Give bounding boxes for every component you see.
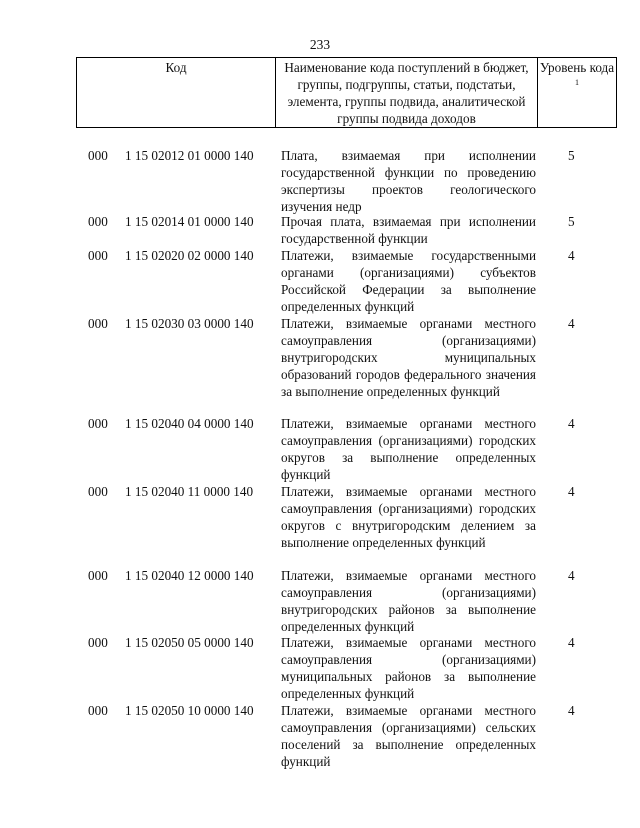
row-name: Платежи, взимаемые органами местного самоуправления (организациями) городских округов за выполнение определенных функций (281, 416, 536, 482)
header-code: Код (165, 60, 187, 75)
row-code: 1 15 02030 03 0000 140 (125, 316, 254, 331)
row-name: Платежи, взимаемые органами местного самоуправления (организациями) муниципальных районов за выполнение определенных функций (281, 635, 536, 701)
header-level (537, 58, 616, 127)
row-code: 1 15 02020 02 0000 140 (125, 248, 254, 263)
row-prefix: 000 (88, 635, 108, 650)
row-name: Прочая плата, взимаемая при исполнении государственной функции (281, 214, 536, 246)
table-header (76, 57, 617, 128)
row-prefix: 000 (88, 484, 108, 499)
row-prefix: 000 (88, 214, 108, 229)
row-level: 5 (568, 148, 575, 163)
row-code: 1 15 02012 01 0000 140 (125, 148, 254, 163)
row-name: Платежи, взимаемые органами местного самоуправления (организациями) сельских поселений за выполнение определенных функций (281, 703, 536, 769)
row-name: Платежи, взимаемые государственными органами (организациями) субъектов Российской Федерации за выполнение определенных функций (281, 248, 536, 314)
row-prefix: 000 (88, 148, 108, 163)
header-level-label: Уровень кода (539, 60, 615, 75)
row-prefix: 000 (88, 316, 108, 331)
row-code: 1 15 02040 04 0000 140 (125, 416, 254, 431)
row-code: 1 15 02040 11 0000 140 (125, 484, 254, 499)
row-level: 4 (568, 248, 575, 263)
row-prefix: 000 (88, 703, 108, 718)
row-prefix: 000 (88, 416, 108, 431)
row-code: 1 15 02050 10 0000 140 (125, 703, 254, 718)
row-code: 1 15 02014 01 0000 140 (125, 214, 254, 229)
row-level: 5 (568, 214, 575, 229)
page-number: 233 (309, 37, 331, 52)
row-name: Платежи, взимаемые органами местного самоуправления (организациями) городских округов с внутригородским делением за выполнение определенных функций (281, 484, 536, 550)
row-level: 4 (568, 703, 575, 718)
row-name: Платежи, взимаемые органами местного самоуправления (организациями) внутригородских районов за выполнение определенных функций (281, 568, 536, 634)
row-level: 4 (568, 484, 575, 499)
row-code: 1 15 02050 05 0000 140 (125, 635, 254, 650)
row-name: Плата, взимаемая при исполнении государственной функции по проведению экспертизы проектов геологического изучения недр (281, 148, 536, 214)
header-name: Наименование кода поступлений в бюджет, группы, подгруппы, статьи, подстатьи, элемента, группы подвида, аналитической группы подвида доходов (275, 58, 537, 127)
row-level: 4 (568, 416, 575, 431)
row-code: 1 15 02040 12 0000 140 (125, 568, 254, 583)
footnote-marker: 1 (575, 78, 579, 87)
row-name: Платежи, взимаемые органами местного самоуправления (организациями) внутригородских муниципальных образований городов федерального значения за выполнение определенных функций (281, 316, 536, 399)
row-level: 4 (568, 316, 575, 331)
row-level: 4 (568, 568, 575, 583)
row-level: 4 (568, 635, 575, 650)
row-prefix: 000 (88, 248, 108, 263)
row-prefix: 000 (88, 568, 108, 583)
